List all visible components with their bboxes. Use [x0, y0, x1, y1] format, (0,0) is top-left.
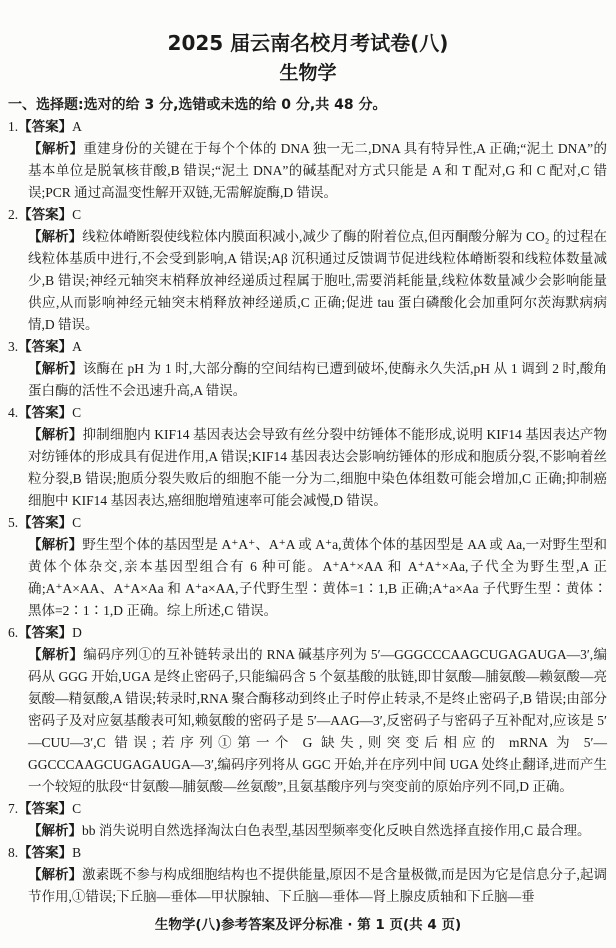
- answer-value: B: [72, 845, 82, 860]
- answer-list: [8, 116, 607, 908]
- answer-label: 【答案】: [18, 845, 73, 861]
- answer-line: [8, 622, 607, 644]
- item-number: 8.: [8, 845, 19, 860]
- item-number: 7.: [8, 801, 19, 816]
- analysis-text: 重建身份的关键在于每个个体的 DNA 独一无二,DNA 具有特异性,A 正确;“泥土 DNA”的基本单位是脱氧核苷酸,B 错误;“泥土 DNA”的碱基配对方式只能是 A 和 T 配对,G 和 C 配对,C 错误;PCR 通过高温变性解开双链,无需解旋酶,D 错误。: [28, 141, 608, 200]
- analysis-text: 该酶在 pH 为 1 时,大部分酶的空间结构已遭到破坏,使酶永久失活,pH 从 1 调到 2 时,酸角蛋白酶的活性不会迅速升高,A 错误。: [28, 361, 608, 398]
- item-number: 4.: [8, 405, 19, 420]
- answer-value: C: [72, 207, 82, 222]
- answer-value: A: [72, 119, 82, 134]
- answer-line: [8, 204, 607, 226]
- answer-line: [8, 116, 607, 138]
- analysis-paragraph: [28, 820, 607, 842]
- answer-label: 【答案】: [18, 801, 73, 817]
- answer-label: 【答案】: [18, 119, 73, 135]
- answer-item-8: [8, 842, 608, 908]
- analysis-text: 激素既不参与构成细胞结构也不提供能量,原因不是含量极微,而是因为它是信息分子,起调节作用,①错误;下丘脑—垂体—甲状腺轴、下丘脑—垂体—肾上腺皮质轴和下丘脑—垂: [28, 867, 608, 904]
- analysis-label: 【解析】: [28, 229, 83, 245]
- answer-label: 【答案】: [18, 339, 73, 355]
- analysis-label: 【解析】: [28, 141, 84, 157]
- item-number: 2.: [8, 207, 19, 222]
- page-footer: 生物学(八)参考答案及评分标准 · 第 1 页(共 4 页): [154, 917, 462, 933]
- item-number: 5.: [8, 515, 19, 530]
- page-subtitle: 生物学: [279, 62, 337, 84]
- analysis-label: 【解析】: [28, 823, 82, 839]
- analysis-text: bb 消失说明自然选择淘汰白色表型,基因型频率变化反映自然选择直接作用,C 最合理。: [82, 823, 591, 838]
- item-number: 6.: [8, 625, 19, 640]
- answer-item-3: [8, 336, 608, 402]
- analysis-paragraph: [28, 424, 607, 512]
- analysis-text: 野生型个体的基因型是 A⁺A⁺、A⁺A 或 A⁺a,黄体个体的基因型是 AA 或 Aa,一对野生型和黄体个体杂交,亲本基因型组合有 6 种可能。A⁺A⁺×AA 和 A⁺A⁺×Aa,子代全为野生型,A 正确;A⁺A×AA、A⁺A×Aa 和 A⁺a×AA,子代野生型∶黄体=1∶1,B 正确;A⁺a×Aa 子代野生型∶黄体∶黑体=2∶1∶1,D 正确。综上所述,C 错误。: [28, 537, 608, 618]
- answer-value: A: [72, 339, 82, 354]
- answer-label: 【答案】: [18, 405, 73, 421]
- analysis-paragraph: [28, 358, 607, 402]
- answer-line: [8, 512, 607, 534]
- item-number: 1.: [8, 119, 19, 134]
- analysis-text: 抑制细胞内 KIF14 基因表达会导致有丝分裂中纺锤体不能形成,说明 KIF14 基因表达产物对纺锤体的形成具有促进作用,A 错误;KIF14 基因表达会影响纺锤体的形成和胞质分裂,不影响着丝粒分裂,B 错误;胞质分裂失败后的细胞不能一分为二,细胞中染色体组数可能会增加,C 正确;抑制癌细胞中 KIF14 基因表达,癌细胞增殖速率可能会减慢,D 错误。: [28, 427, 607, 508]
- answer-line: [8, 402, 607, 424]
- section-header: 一、选择题:选对的给 3 分,选错或未选的给 0 分,共 48 分。: [8, 97, 387, 113]
- page-title: 2025 届云南名校月考试卷(八): [167, 31, 449, 55]
- answer-item-6: [8, 622, 607, 798]
- analysis-paragraph: [28, 226, 607, 336]
- analysis-label: 【解析】: [28, 361, 83, 377]
- answer-label: 【答案】: [18, 625, 73, 641]
- analysis-paragraph: [28, 138, 607, 204]
- answer-item-2: [8, 204, 608, 336]
- analysis-label: 【解析】: [28, 647, 84, 663]
- analysis-label: 【解析】: [28, 867, 83, 883]
- answer-value: C: [72, 405, 82, 420]
- answer-item-5: [8, 512, 608, 622]
- analysis-text: 线粒体嵴断裂使线粒体内膜面积减小,减少了酶的附着位点,但丙酮酸分解为 CO₂ 的过程在线粒体基质中进行,不会受到影响,A 错误;Aβ 沉积通过反馈调节促进线粒体嵴断裂和线粒体数量减少,B 错误;神经元轴突末梢释放神经递质过程属于胞吐,需要消耗能量,线粒体数量减少会影响能量供应,从而影响神经元轴突末梢释放神经递质,C 正确;促进 tau 蛋白磷酸化会加重阿尔茨海默病病情,D 错误。: [28, 229, 608, 332]
- analysis-paragraph: [28, 534, 607, 622]
- analysis-paragraph: [28, 644, 607, 798]
- analysis-label: 【解析】: [28, 537, 83, 553]
- analysis-label: 【解析】: [28, 427, 83, 443]
- answer-label: 【答案】: [18, 207, 73, 223]
- answer-line: [8, 798, 607, 820]
- answer-line: [8, 842, 607, 864]
- item-number: 3.: [8, 339, 19, 354]
- answer-item-4: [8, 402, 607, 512]
- answer-value: D: [72, 625, 82, 640]
- answer-item-7: [8, 798, 607, 842]
- answer-line: [8, 336, 607, 358]
- answer-label: 【答案】: [18, 515, 73, 531]
- answer-item-1: [8, 116, 608, 204]
- answer-value: C: [72, 515, 82, 530]
- analysis-text: 编码序列①的互补链转录出的 RNA 碱基序列为 5′—GGGCCCAAGCUGAGAUGA—3′,编码从 GGG 开始,UGA 是终止密码子,只能编码含 5 个氨基酸的肽链,即甘氨酸—脯氨酸—赖氨酸—亮氨酸—精氨酸,A 错误;转录时,RNA 聚合酶移动到终止子时停止转录,不是终止密码子,B 错误;由部分密码子及对应氨基酸表可知,赖氨酸的密码子是 5′—AAG—3′,反密码子与密码子互补配对,应该是 5′—CUU—3′,C 错误;若序列①第一个 G 缺失,则突变后相应的 mRNA 为 5′—GGCCCAAGCUGAGAUGA—3′,编码序列将从 GGC 开始,并在序列中间 UGA 处终止翻译,进而产生一个较短的肽段“甘氨酸—脯氨酸—丝氨酸”,且氨基酸序列与突变前的原始序列不同,D 正确。: [28, 647, 607, 794]
- analysis-paragraph: [28, 864, 607, 908]
- answer-value: C: [72, 801, 82, 816]
